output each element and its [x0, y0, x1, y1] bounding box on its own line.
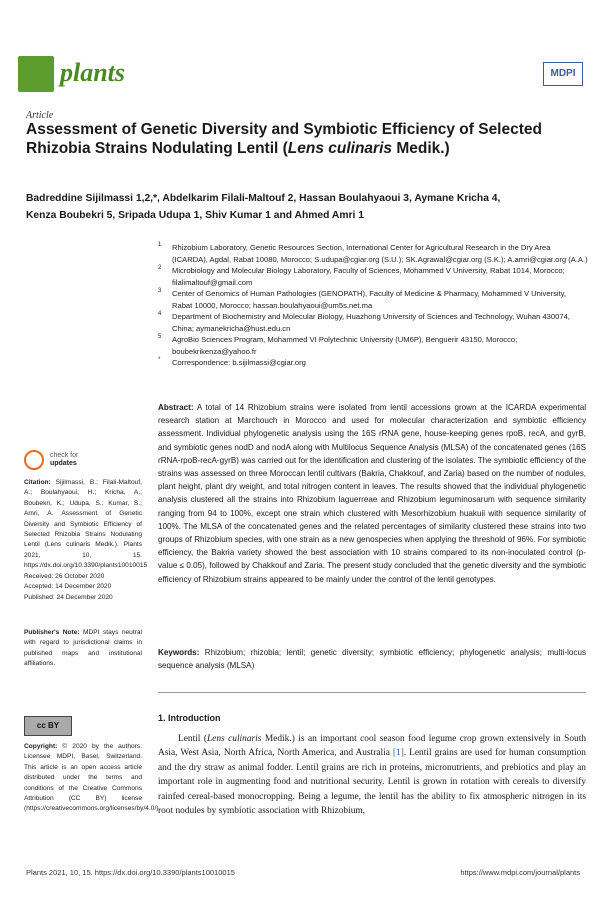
- journal-name: plants: [60, 58, 126, 87]
- article-type: Article: [26, 110, 54, 121]
- footer-journal-link[interactable]: https://www.mdpi.com/journal/plants: [460, 868, 580, 877]
- accepted-date: Accepted: 14 December 2020: [24, 583, 112, 591]
- abstract-label: Abstract:: [158, 403, 194, 412]
- check-for-updates-button[interactable]: check for updates: [24, 450, 114, 470]
- title-italic: Lens culinaris: [287, 140, 393, 157]
- affiliation: 4 Department of Biochemistry and Molecular Biology, Huazhong University of Sciences and Technology, Wuhan 430074, China; aymanekricha@hust.edu.cn: [158, 311, 570, 333]
- affiliation: 5 AgroBio Sciences Program, Mohammed VI Polytechnic University (UM6P), Benguerir 43150, Morocco; boubekrikenza@yahoo.fr: [158, 334, 518, 356]
- correspondence: * Correspondence: b.sijilmassi@cgiar.org: [158, 357, 306, 367]
- cc-license-badge[interactable]: cc BY: [24, 716, 72, 736]
- citation: Citation: Sijilmassi, B.; Filali-Maltouf, A.; Boulahyaoui, H.; Kricha, A.; Boubekri, K.; Udupa, S.; Kumar, S.; Amri, A. Assessment of Genetic Diversity and Symbiotic Efficiency of Selected Rhizobia Strains Nodulating Lentil (Lens culinaris Medik.). Plants 2021, 10, 15. https://dx.doi.org/10.3390/plants10010015: [24, 479, 148, 570]
- updates-icon: [24, 450, 44, 470]
- title-part-1: Assessment of Genetic Diversity and Symbiotic Efficiency of Selected Rhizobia Strains Nodulating Lentil (: [26, 121, 542, 157]
- affiliation: 2 Microbiology and Molecular Biology Laboratory, Faculty of Sciences, Mohammed V University, Rabat 1014, Morocco; filalimaltouf@gmail.com: [158, 265, 565, 287]
- publisher-logo: MDPI: [543, 62, 583, 86]
- affiliation: 3 Center of Genomics of Human Pathologies (GENOPATH), Faculty of Medicine & Pharmacy, Mohammed V University, Rabat 10000, Morocco; hassan.boulahyaoui@um5s.net.ma: [158, 288, 567, 310]
- keywords-label: Keywords:: [158, 648, 200, 657]
- keywords: [158, 646, 586, 672]
- abstract: [158, 401, 586, 586]
- journal-logo-icon: [18, 56, 54, 92]
- affiliations: [158, 242, 588, 369]
- section-divider: [158, 692, 586, 693]
- author-line-2: Kenza Boubekri 5, Sripada Udupa 1, Shiv Kumar 1 and Ahmed Amri 1: [26, 210, 364, 221]
- keywords-text: Rhizobium; rhizobia; lentil; genetic diversity; symbiotic efficiency; phylogenetic analysis; multi-locus sequence analysis (MLSA): [158, 648, 586, 670]
- copyright: Copyright: © 2020 by the authors. Licensee MDPI, Basel, Switzerland. This article is an open access article distributed under the terms and conditions of the Creative Commons Attribution (CC BY) license (https://creativecommons.org/licenses/by/4.0/).: [24, 743, 161, 813]
- reference-link[interactable]: [1]: [392, 748, 404, 759]
- title-part-2: Medik.): [392, 140, 450, 157]
- introduction-paragraph: Lentil (Lens culinaris Medik.) is an important cool season food legume crop grown extensively in South Asia, West Asia, North Africa, North America, and Australia [1]. Lentil grains are used for human consumption and the dry straw as animal fodder. Lentil grains are rich in proteins, micronutrients, and prebiotics and play an important role in augmenting food and nutritional security. Lentil is grown in rotation with cereals to diversify rainfed cereal-based monocropping. Being a legume, the lentil has the ability to fix atmospheric nitrogen in its root nodules by symbiotic association with Rhizobium,: [158, 734, 587, 817]
- received-date: Received: 26 October 2020: [24, 573, 105, 580]
- abstract-text: A total of 14 Rhizobium strains were isolated from lentil accessions grown at the ICARDA experimental research station at Marchouch in Morocco and used for molecular characterization and symbiotic efficiency assessment. Individual phylogenetic analysis using the 16S rRNA gene, house-keeping genes rpoB, recA, and gyrB, and symbiotic genes nodD and nodA along with Multilocus Sequence Analysis (MLSA) of the concatenated genes (16S rRNA-rpoB-recA-gyrB) was carried out for the identification and clustering of the isolates. The symbiotic efficiency of the strains was assessed on three Moroccan lentil cultivars (Bakria, Chakkouf, and Zaria) based on the number of nodules, plant height, plant dry weight, and total nitrogen content in leaves. The results showed that the individual phylogenetic analysis clustered all the strains into Rhizobium laguerreae and Rhizobium leguminosarum with sequence similarity ranging from 94 to 100%, except one strain which clustered with Mesorhizobium huakuii with sequence similarity of 100%. The MLSA of the concatenated genes and the related percentages of similarity clustered these strains into two groups of Rhizobium species, with one strain as a new genospecies when applying the threshold of 96%. For symbiotic efficiency, the Bakria variety showed the best association with 10 strains compared to its non-inoculated control (p-value ≤ 0.05), followed by Chakkouf and Zaria. The present study concluded that the genetic diversity and the symbiotic efficiency of Rhizobium strains appeared to be mainly under the control of the lentil genotypes.: [158, 403, 586, 584]
- article-title: [26, 120, 566, 158]
- publisher-note: Publisher's Note: MDPI stays neutral with regard to jurisdictional claims in published maps and institutional affiliations.: [24, 629, 142, 668]
- published-date: Published: 24 December 2020: [24, 593, 113, 601]
- author-line-1: Badreddine Sijilmassi 1,2,*, Abdelkarim Filali-Maltouf 2, Hassan Boulahyaoui 3, Aymane Kricha 4,: [26, 193, 501, 204]
- section-heading-introduction: 1. Introduction: [158, 713, 221, 723]
- affiliation: 1 Rhizobium Laboratory, Genetic Resources Section, International Center for Agricultural Research in the Dry Area (ICARDA), Agdal, Rabat 10080, Morocco; S.udupa@cgiar.org (S.U.); SK.Agrawal@cgiar.org (S.K.); A.amri@cgiar.org (A.A.): [158, 242, 588, 264]
- dates: [24, 572, 142, 603]
- footer-citation: Plants 2021, 10, 15. https://dx.doi.org/10.3390/plants10010015: [26, 868, 235, 877]
- author-list: [26, 190, 586, 224]
